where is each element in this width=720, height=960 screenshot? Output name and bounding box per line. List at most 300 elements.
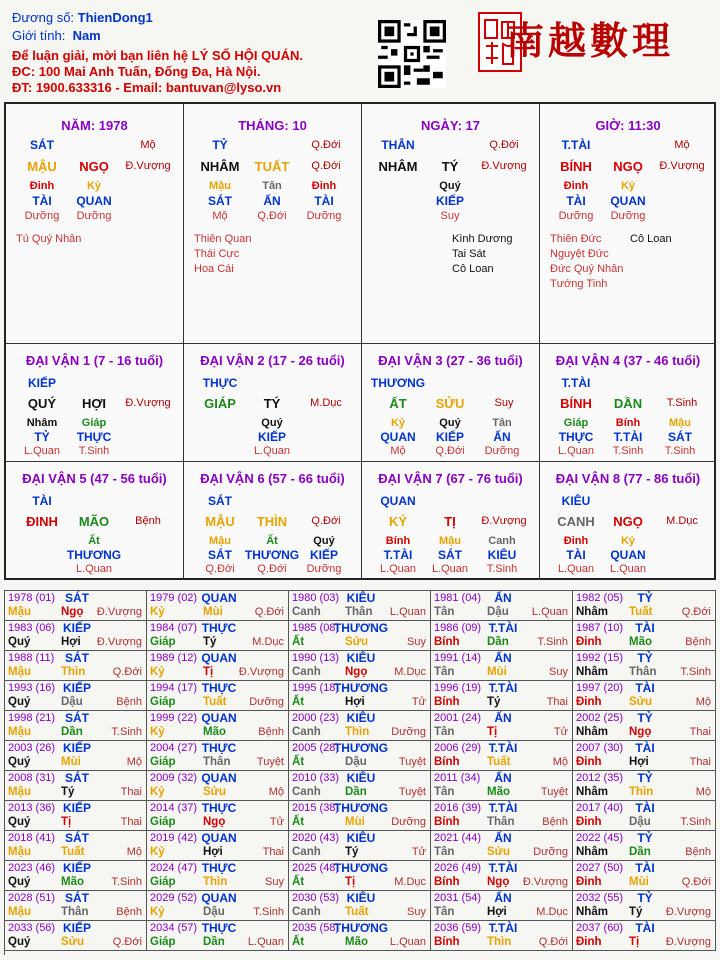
dai-van-hidden-stem: Quý bbox=[261, 417, 283, 429]
annual-year: 1978 (01) bbox=[8, 592, 56, 604]
annual-god: THỰC bbox=[201, 621, 237, 635]
annual-year: 2001 (24) bbox=[434, 712, 482, 724]
dai-van-state: Đ.Vượng bbox=[125, 397, 171, 409]
annual-year: 2023 (46) bbox=[8, 862, 56, 874]
pillar-stem: MẬU bbox=[27, 159, 57, 174]
annual-branch: Mùi bbox=[203, 606, 223, 618]
annual-cell bbox=[289, 591, 431, 621]
annual-state: L.Quan bbox=[389, 606, 426, 618]
annual-god: TỶ bbox=[637, 711, 653, 725]
dai-van-god: TÀI bbox=[32, 494, 52, 508]
annual-cell bbox=[147, 591, 289, 621]
annual-year: 2008 (31) bbox=[8, 772, 56, 784]
annual-cell bbox=[147, 801, 289, 831]
dai-van-branch: NGỌ bbox=[613, 514, 643, 529]
dai-van-hidden-state: L.Quan bbox=[557, 445, 595, 457]
annual-branch: Mùi bbox=[487, 666, 507, 678]
annual-cell bbox=[573, 711, 716, 741]
annual-branch: Tuất bbox=[61, 846, 85, 858]
annual-god: TÀI bbox=[635, 861, 655, 875]
brand-logo-text: 南越數理 bbox=[506, 18, 675, 63]
annual-state: Bệnh bbox=[542, 816, 568, 828]
pillar-top-state: Q.Đới bbox=[489, 139, 519, 151]
annual-year: 2014 (37) bbox=[150, 802, 198, 814]
pillar-top-state: Mộ bbox=[674, 139, 690, 151]
dai-van-stem: CANH bbox=[557, 514, 595, 529]
annual-stem: Đinh bbox=[576, 636, 602, 648]
annual-god: KIẾP bbox=[62, 921, 92, 935]
pillar-top-god: SÁT bbox=[30, 138, 54, 152]
annual-god: ẤN bbox=[494, 771, 512, 785]
annual-cell bbox=[5, 801, 147, 831]
dai-van-branch: SỬU bbox=[435, 396, 465, 411]
annual-state: T.Sinh bbox=[537, 636, 568, 648]
hidden-stem: Kỷ bbox=[86, 180, 102, 192]
annual-branch: Tị bbox=[61, 816, 72, 828]
star-label: Cô Loan bbox=[630, 233, 672, 245]
annual-branch: Thân bbox=[345, 606, 373, 618]
dai-van-4 bbox=[540, 344, 716, 462]
dai-van-hidden-stem: Bính bbox=[385, 535, 411, 547]
dai-van-stem: KỶ bbox=[388, 514, 408, 529]
dai-van-hidden-state: L.Quan bbox=[379, 563, 417, 575]
pillar-stem: NHÂM bbox=[200, 159, 240, 174]
pillar-stem: NHÂM bbox=[378, 159, 418, 174]
annual-year: 1981 (04) bbox=[434, 592, 482, 604]
hidden-state: Suy bbox=[440, 210, 460, 222]
hidden-stem: Đinh bbox=[311, 180, 337, 192]
annual-year: 1980 (03) bbox=[292, 592, 340, 604]
annual-state: Mộ bbox=[695, 786, 711, 798]
annual-year: 2010 (33) bbox=[292, 772, 340, 784]
annual-cell bbox=[431, 681, 573, 711]
annual-year: 1985 (08) bbox=[292, 622, 340, 634]
annual-cell bbox=[573, 921, 716, 951]
hidden-state: Dưỡng bbox=[76, 210, 112, 222]
annual-branch: Tuất bbox=[345, 906, 369, 918]
pillar-state: Q.Đới bbox=[311, 160, 341, 172]
annual-year: 2022 (45) bbox=[576, 832, 624, 844]
annual-year: 2028 (51) bbox=[8, 892, 56, 904]
dai-van-hidden-god: THƯƠNG bbox=[66, 548, 122, 562]
annual-branch: Mão bbox=[203, 726, 226, 738]
hidden-god: KIẾP bbox=[435, 194, 465, 208]
annual-god: KIÊU bbox=[346, 831, 376, 845]
annual-state: Bệnh bbox=[685, 846, 711, 858]
pillar-top-state: Q.Đới bbox=[311, 139, 341, 151]
annual-god: QUAN bbox=[201, 591, 237, 605]
dai-van-hidden-god: THỰC bbox=[558, 430, 594, 444]
annual-state: Thai bbox=[120, 786, 142, 798]
dai-van-branch: DẦN bbox=[613, 396, 643, 411]
annual-branch: Mùi bbox=[629, 876, 649, 888]
dai-van-branch: TÝ bbox=[263, 396, 281, 411]
hidden-stem: Đinh bbox=[563, 180, 589, 192]
annual-state: T.Sinh bbox=[680, 666, 711, 678]
annual-stem: Tân bbox=[434, 606, 455, 618]
annual-year: 1992 (15) bbox=[576, 652, 624, 664]
dai-van-hidden-stem: Mậu bbox=[209, 535, 231, 547]
dai-van-hidden-state: L.Quan bbox=[557, 563, 595, 575]
gender-line: Giới tính: Nam bbox=[12, 28, 101, 43]
annual-god: SÁT bbox=[65, 711, 89, 725]
annual-state: Tuyệt bbox=[398, 756, 426, 768]
annual-god: ẤN bbox=[494, 891, 512, 905]
annual-branch: Ngọ bbox=[61, 606, 84, 618]
annual-state: L.Quan bbox=[389, 936, 426, 948]
annual-cell bbox=[5, 861, 147, 891]
dai-van-title: ĐẠI VẬN 6 (57 - 66 tuổi) bbox=[200, 471, 345, 486]
annual-year: 2021 (44) bbox=[434, 832, 482, 844]
pillar-title: THÁNG: 10 bbox=[238, 118, 307, 133]
annual-state: Bệnh bbox=[685, 636, 711, 648]
annual-year: 2009 (32) bbox=[150, 772, 198, 784]
contact-line-2: ĐC: 100 Mai Anh Tuấn, Đống Đa, Hà Nội. bbox=[12, 64, 261, 79]
annual-branch: Sửu bbox=[629, 696, 653, 708]
annual-cell bbox=[289, 861, 431, 891]
annual-cell bbox=[289, 771, 431, 801]
annual-state: Mộ bbox=[695, 696, 711, 708]
dai-van-hidden-god: KIẾP bbox=[435, 430, 465, 444]
annual-year: 1998 (21) bbox=[8, 712, 56, 724]
annual-branch: Ngọ bbox=[345, 666, 368, 678]
annual-state: Dưỡng bbox=[533, 846, 568, 858]
annual-branch: Thân bbox=[487, 816, 515, 828]
dai-van-hidden-god: T.TÀI bbox=[383, 548, 413, 562]
annual-state: Bệnh bbox=[258, 726, 284, 738]
annual-god: KIÊU bbox=[346, 591, 376, 605]
annual-cell bbox=[431, 921, 573, 951]
dai-van-title: ĐẠI VẬN 2 (17 - 26 tuổi) bbox=[200, 353, 345, 368]
annual-year: 1999 (22) bbox=[150, 712, 198, 724]
pillar-0 bbox=[6, 104, 184, 344]
annual-branch: Hợi bbox=[203, 846, 223, 858]
dai-van-hidden-stem: Kỷ bbox=[620, 535, 636, 547]
annual-state: Tử bbox=[411, 696, 426, 708]
annual-cell bbox=[431, 891, 573, 921]
hidden-god: SÁT bbox=[208, 194, 232, 208]
annual-cell bbox=[147, 651, 289, 681]
annual-state: Q.Đới bbox=[681, 606, 711, 618]
dai-van-hidden-god: TÀI bbox=[566, 548, 586, 562]
annual-stem: Quý bbox=[8, 816, 31, 828]
annual-year: 1983 (06) bbox=[8, 622, 56, 634]
pillar-branch: NGỌ bbox=[79, 159, 109, 174]
annual-state: M.Dục bbox=[252, 636, 284, 648]
annual-stem: Tân bbox=[434, 906, 455, 918]
annual-god: T.TÀI bbox=[488, 741, 518, 755]
pillar-top-state: Mộ bbox=[140, 139, 156, 151]
annual-stem: Nhâm bbox=[576, 606, 608, 618]
dai-van-hidden-god: ẤN bbox=[493, 430, 511, 444]
annual-year: 1993 (16) bbox=[8, 682, 56, 694]
annual-year: 1982 (05) bbox=[576, 592, 624, 604]
dai-van-title: ĐẠI VẬN 8 (77 - 86 tuổi) bbox=[555, 471, 701, 486]
annual-god: TỶ bbox=[637, 591, 653, 605]
annual-branch: Thìn bbox=[487, 936, 512, 948]
star-label: Kình Dương bbox=[452, 233, 513, 245]
annual-cell bbox=[289, 891, 431, 921]
annual-god: THƯƠNG bbox=[333, 861, 389, 875]
annual-year: 2002 (25) bbox=[576, 712, 624, 724]
annual-branch: Dậu bbox=[61, 696, 83, 708]
annual-cell bbox=[147, 681, 289, 711]
annual-state: Tuyệt bbox=[256, 756, 284, 768]
annual-cell bbox=[573, 651, 716, 681]
annual-stem: Kỷ bbox=[150, 726, 165, 738]
dai-van-1 bbox=[6, 344, 184, 462]
annual-stem: Ất bbox=[292, 876, 305, 888]
dai-van-branch: MÃO bbox=[78, 514, 110, 529]
star-label: Đức Quý Nhân bbox=[550, 263, 624, 275]
annual-branch: Mùi bbox=[61, 756, 81, 768]
annual-god: THƯƠNG bbox=[333, 681, 389, 695]
annual-cell bbox=[5, 891, 147, 921]
annual-branch: Ngọ bbox=[629, 726, 652, 738]
annual-stem: Giáp bbox=[150, 876, 176, 888]
annual-branch: Thìn bbox=[629, 786, 654, 798]
annual-branch: Mão bbox=[629, 636, 652, 648]
annual-cell bbox=[431, 801, 573, 831]
annual-god: KIẾP bbox=[62, 621, 92, 635]
annual-year: 2015 (38) bbox=[292, 802, 340, 814]
pillar-title: NGÀY: 17 bbox=[421, 118, 480, 133]
annual-state: Suy bbox=[407, 636, 426, 648]
dai-van-hidden-state: T.Sinh bbox=[612, 445, 644, 457]
annual-stem: Giáp bbox=[150, 816, 176, 828]
dai-van-hidden-state: L.Quan bbox=[253, 445, 291, 457]
annual-year: 1997 (20) bbox=[576, 682, 624, 694]
annual-state: Q.Đới bbox=[112, 936, 142, 948]
annual-year: 2006 (29) bbox=[434, 742, 482, 754]
annual-stem: Nhâm bbox=[576, 726, 608, 738]
annual-branch: Mùi bbox=[345, 816, 365, 828]
annual-cell bbox=[431, 591, 573, 621]
header bbox=[0, 0, 720, 100]
annual-stem: Đinh bbox=[576, 696, 602, 708]
annual-branch: Thìn bbox=[345, 726, 370, 738]
annual-god: TÀI bbox=[635, 801, 655, 815]
annual-stem: Tân bbox=[434, 786, 455, 798]
annual-stem: Bính bbox=[434, 876, 460, 888]
annual-god: TỶ bbox=[637, 651, 653, 665]
owner-line: Đương số: ThienDong1 bbox=[12, 10, 153, 25]
annual-stem: Mậu bbox=[8, 666, 31, 678]
annual-state: T.Sinh bbox=[253, 906, 284, 918]
annual-cell bbox=[431, 861, 573, 891]
annual-god: TÀI bbox=[635, 921, 655, 935]
dai-van-hidden-stem: Giáp bbox=[563, 417, 589, 429]
pillar-top-god: THÂN bbox=[381, 138, 415, 152]
pillar-state: Đ.Vượng bbox=[659, 160, 705, 172]
annual-cell bbox=[289, 651, 431, 681]
annual-stem: Ất bbox=[292, 636, 305, 648]
dai-van-state: Suy bbox=[494, 397, 514, 409]
dai-van-stem: BÍNH bbox=[560, 396, 592, 411]
dai-van-hidden-stem: Tân bbox=[492, 417, 512, 429]
annual-god: T.TÀI bbox=[488, 921, 518, 935]
hidden-stem: Kỷ bbox=[620, 180, 636, 192]
dai-van-hidden-god: SÁT bbox=[438, 548, 462, 562]
annual-stem: Mậu bbox=[8, 606, 31, 618]
annual-stem: Bính bbox=[434, 696, 460, 708]
four-pillars-chart bbox=[4, 102, 716, 580]
annual-year: 2034 (57) bbox=[150, 922, 198, 934]
star-label: Thái Cực bbox=[194, 248, 240, 260]
annual-luck-grid bbox=[4, 590, 716, 955]
annual-branch: Tuất bbox=[487, 756, 511, 768]
annual-god: SÁT bbox=[65, 771, 89, 785]
annual-stem: Kỷ bbox=[150, 786, 165, 798]
dai-van-hidden-stem: Quý bbox=[313, 535, 335, 547]
annual-year: 2027 (50) bbox=[576, 862, 624, 874]
annual-cell bbox=[5, 831, 147, 861]
annual-state: Đ.Vượng bbox=[665, 906, 711, 918]
annual-branch: Sửu bbox=[487, 846, 511, 858]
star-label: Thiên Quan bbox=[194, 233, 252, 245]
annual-year: 2016 (39) bbox=[434, 802, 482, 814]
annual-god: SÁT bbox=[65, 591, 89, 605]
annual-cell bbox=[289, 921, 431, 951]
annual-state: Thai bbox=[546, 696, 568, 708]
dai-van-state: Q.Đới bbox=[311, 515, 341, 527]
annual-year: 2019 (42) bbox=[150, 832, 198, 844]
hidden-god: TÀI bbox=[314, 194, 334, 208]
annual-state: T.Sinh bbox=[680, 816, 711, 828]
annual-state: Tử bbox=[411, 846, 426, 858]
star-label: Hoa Cái bbox=[194, 263, 234, 275]
annual-stem: Giáp bbox=[150, 636, 176, 648]
annual-stem: Mậu bbox=[8, 846, 31, 858]
dai-van-7 bbox=[362, 462, 540, 580]
annual-cell bbox=[147, 771, 289, 801]
annual-year: 1984 (07) bbox=[150, 622, 198, 634]
annual-cell bbox=[431, 651, 573, 681]
dai-van-hidden-state: Q.Đới bbox=[205, 563, 235, 575]
annual-stem: Ất bbox=[292, 936, 305, 948]
dai-van-branch: HỢI bbox=[81, 396, 107, 411]
dai-van-hidden-god: TỶ bbox=[34, 430, 50, 444]
annual-cell bbox=[147, 711, 289, 741]
dai-van-hidden-stem: Kỷ bbox=[390, 417, 406, 429]
annual-god: QUAN bbox=[201, 831, 237, 845]
annual-state: Đ.Vượng bbox=[522, 876, 568, 888]
annual-year: 1995 (18) bbox=[292, 682, 340, 694]
annual-stem: Bính bbox=[434, 936, 460, 948]
annual-branch: Mão bbox=[345, 936, 368, 948]
annual-stem: Nhâm bbox=[576, 666, 608, 678]
annual-cell bbox=[431, 771, 573, 801]
annual-state: Đ.Vượng bbox=[96, 606, 142, 618]
annual-god: THƯƠNG bbox=[333, 621, 389, 635]
annual-god: T.TÀI bbox=[488, 681, 518, 695]
star-label: Cô Loan bbox=[452, 263, 494, 275]
annual-year: 2000 (23) bbox=[292, 712, 340, 724]
contact-line-1: Để luận giải, mời bạn liên hệ LÝ SỐ HỘI QUÁN. bbox=[12, 48, 303, 63]
annual-god: ẤN bbox=[494, 591, 512, 605]
hidden-god: ẤN bbox=[263, 194, 281, 208]
annual-stem: Ất bbox=[292, 816, 305, 828]
annual-cell bbox=[5, 651, 147, 681]
annual-state: Thai bbox=[262, 846, 284, 858]
dai-van-hidden-stem: Ất bbox=[88, 535, 100, 547]
annual-stem: Nhâm bbox=[576, 786, 608, 798]
dai-van-branch: TỊ bbox=[444, 514, 456, 529]
pillar-1 bbox=[184, 104, 362, 344]
dai-van-3 bbox=[362, 344, 540, 462]
annual-year: 1988 (11) bbox=[8, 652, 55, 664]
annual-god: TÀI bbox=[635, 621, 655, 635]
annual-branch: Hợi bbox=[487, 906, 507, 918]
dai-van-stem: ẤT bbox=[389, 396, 407, 411]
dai-van-hidden-god: THỰC bbox=[76, 430, 112, 444]
annual-cell bbox=[431, 741, 573, 771]
dai-van-title: ĐẠI VẬN 7 (67 - 76 tuổi) bbox=[378, 471, 523, 486]
dai-van-hidden-stem: Đinh bbox=[563, 535, 589, 547]
annual-cell bbox=[431, 621, 573, 651]
dai-van-state: Đ.Vượng bbox=[481, 515, 527, 527]
annual-god: THỰC bbox=[201, 681, 237, 695]
annual-god: ẤN bbox=[494, 831, 512, 845]
annual-branch: Tị bbox=[345, 876, 356, 888]
annual-stem: Canh bbox=[292, 786, 321, 798]
hidden-stem: Mậu bbox=[209, 180, 231, 192]
annual-branch: Hợi bbox=[629, 756, 649, 768]
annual-god: T.TÀI bbox=[488, 861, 518, 875]
star-label: Tai Sát bbox=[452, 248, 486, 260]
annual-state: Tuyệt bbox=[398, 786, 426, 798]
annual-branch: Sửu bbox=[61, 936, 85, 948]
hidden-state: Mộ bbox=[212, 210, 228, 222]
dai-van-god: KIÊU bbox=[561, 494, 591, 508]
dai-van-god: THƯƠNG bbox=[370, 376, 426, 390]
annual-branch: Dần bbox=[629, 846, 651, 858]
annual-branch: Mão bbox=[61, 876, 84, 888]
annual-cell bbox=[289, 831, 431, 861]
annual-year: 2007 (30) bbox=[576, 742, 624, 754]
hidden-god: QUAN bbox=[610, 194, 646, 208]
annual-cell bbox=[147, 861, 289, 891]
annual-stem: Mậu bbox=[8, 786, 31, 798]
annual-branch: Dậu bbox=[345, 756, 367, 768]
annual-stem: Bính bbox=[434, 636, 460, 648]
annual-stem: Giáp bbox=[150, 696, 176, 708]
dai-van-state: M.Dục bbox=[666, 515, 698, 527]
annual-cell bbox=[573, 831, 716, 861]
annual-god: TÀI bbox=[635, 681, 655, 695]
dai-van-hidden-god: QUAN bbox=[610, 548, 646, 562]
dai-van-hidden-stem: Nhâm bbox=[26, 417, 58, 429]
annual-state: Tuyệt bbox=[540, 786, 568, 798]
annual-year: 2033 (56) bbox=[8, 922, 56, 934]
annual-state: Q.Đới bbox=[112, 666, 142, 678]
dai-van-hidden-state: T.Sinh bbox=[78, 445, 110, 457]
pillar-branch: TUẤT bbox=[254, 159, 290, 174]
annual-cell bbox=[5, 921, 147, 951]
annual-god: ẤN bbox=[494, 711, 512, 725]
annual-branch: Thân bbox=[61, 906, 89, 918]
annual-branch: Thìn bbox=[61, 666, 86, 678]
annual-state: Q.Đới bbox=[538, 936, 568, 948]
annual-cell bbox=[5, 711, 147, 741]
annual-stem: Đinh bbox=[576, 936, 602, 948]
annual-branch: Thân bbox=[203, 756, 231, 768]
annual-branch: Tý bbox=[345, 846, 359, 858]
hidden-god: TÀI bbox=[32, 194, 52, 208]
dai-van-stem: MẬU bbox=[205, 514, 235, 529]
annual-state: L.Quan bbox=[531, 606, 568, 618]
dai-van-hidden-state: Q.Đới bbox=[435, 445, 465, 457]
